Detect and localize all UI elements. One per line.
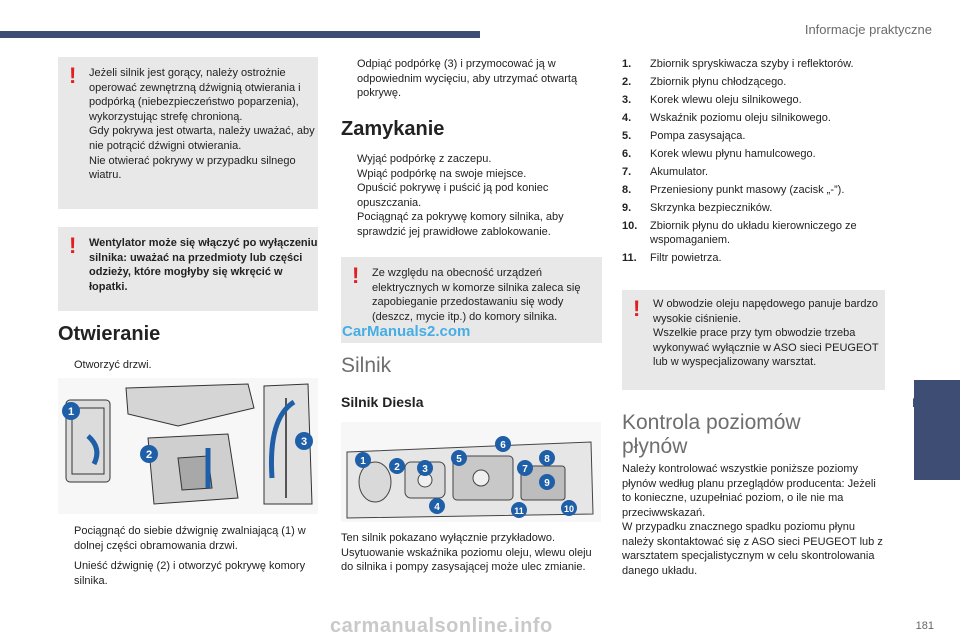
list-item: 2. Zbiornik płynu chłodzącego. [622, 76, 787, 88]
section-title-opening: Otwieranie [58, 323, 161, 345]
callout-10 [561, 500, 577, 516]
list-item: 4. Wskaźnik poziomu oleju silnikowego. [622, 112, 831, 124]
chapter-number: 7 [909, 383, 952, 468]
list-item: Wpiąć podpórkę na swoje miejsce. [357, 167, 527, 180]
svg-text:9: 9 [544, 478, 550, 489]
closing-steps [341, 152, 601, 239]
list-item: Opuścić pokrywę i puścić ją pod koniec opuszczania. [357, 182, 549, 209]
section-title-fluid-levels: Kontrola poziomów płynów [622, 411, 801, 458]
callout-11 [511, 502, 527, 518]
svg-text:3: 3 [422, 464, 428, 475]
callout-3 [295, 432, 313, 450]
list-item: Pociągnąć do siebie dźwignię zwalniającą (1) w dolnej części obramowania drzwi. [74, 525, 306, 552]
svg-text:6: 6 [500, 440, 506, 451]
callout-2 [140, 445, 158, 463]
header-bar [0, 31, 480, 38]
section-title-engine: Silnik [341, 354, 392, 377]
list-item: Unieść dźwignię (2) i otworzyć pokrywę komory silnika. [74, 560, 306, 587]
engine-caption: Ten silnik pokazano wyłącznie przykładowo. Usytuowanie wskaźnika poziomu oleju, wlewu oleju do silnika i pompy zasysającej może ulec zmianie. [341, 532, 592, 573]
svg-text:1: 1 [360, 456, 366, 467]
list-item: Odpiąć podpórkę (3) i przymocować ją w odpowiednim wycięciu, aby utrzymać otwartą pokrywę. [357, 58, 578, 99]
callout-5 [451, 450, 467, 466]
warning-oil-pressure [622, 290, 885, 390]
svg-text:8: 8 [544, 454, 550, 465]
section-title-closing: Zamykanie [341, 118, 445, 140]
list-item: 6. Korek wlewu płynu hamulcowego. [622, 148, 816, 160]
list-item: 5. Pompa zasysająca. [622, 130, 746, 142]
list-item: 3. Korek wlewu oleju silnikowego. [622, 94, 802, 106]
list-item: 8. Przeniesiony punkt masowy (zacisk „-”). [622, 184, 845, 196]
svg-text:1: 1 [67, 406, 75, 418]
callout-9 [539, 474, 555, 490]
svg-text:2: 2 [145, 449, 153, 461]
list-item: 1. Zbiornik spryskiwacza szyby i reflektorów. [622, 58, 854, 70]
warning-icon: ! [352, 263, 360, 288]
warning-hot-engine [58, 57, 318, 209]
warning-fan-text: Wentylator może się włączyć po wyłączeniu silnika: uważać na przedmioty lub części odzieży, które mogłyby się wkręcić w łopatki. [89, 237, 318, 293]
opening-illustration [58, 378, 318, 514]
warning-fan [58, 227, 318, 311]
svg-text:7: 7 [522, 464, 528, 475]
svg-text:10: 10 [563, 504, 575, 514]
list-item: 11. Filtr powietrza. [622, 252, 722, 264]
svg-text:11: 11 [514, 506, 524, 516]
fluid-levels-text: Należy kontrolować wszystkie poniższe poziomy płynów według planu przeglądów producenta: Jeżeli to konieczne, uzupełniać poziom, o ile nie ma przeciwwskazań. W przypadku znacznego spadku poziomu płynu należy skontaktować się z ASO sieci PEUGEOT lub z warsztatem specjalistycznym w celu skontrolowania danego układu. [622, 463, 883, 577]
callout-2 [389, 458, 405, 474]
callout-8 [539, 450, 555, 466]
list-item: 9. Skrzynka bezpieczników. [622, 202, 773, 214]
list-item: Otworzyć drzwi. [74, 359, 152, 371]
section-subtitle-diesel: Silnik Diesla [341, 394, 424, 410]
opening-step1 [58, 358, 313, 375]
list-item: Wyjąć podpórkę z zaczepu. [357, 153, 492, 165]
list-item: Pociągnąć za pokrywę komory silnika, aby sprawdzić jej prawidłowe zablokowanie. [357, 211, 564, 238]
svg-text:5: 5 [456, 454, 462, 465]
chapter-title: Informacje praktyczne [804, 22, 932, 37]
warning-oil-pressure-text: W obwodzie oleju napędowego panuje bardzo wysokie ciśnienie. Wszelkie prace przy tym obwodzie trzeba wykonywać wyłącznie w ASO sieci PEUGEOT lub w wyspecjalizowany warsztat. [653, 298, 879, 369]
watermark: carmanualsonline.info [330, 615, 553, 637]
opening-step4 [341, 57, 599, 103]
svg-text:3: 3 [300, 436, 308, 448]
svg-text:4: 4 [434, 502, 440, 513]
warning-electrical-text: Ze względu na obecność urządzeń elektrycznych w komorze silnika zaleca się zapobieganie przedostawaniu się wody (deszcz, mycie itp.) do komory silnika. [372, 267, 581, 323]
warning-icon: ! [69, 63, 77, 88]
callout-7 [517, 460, 533, 476]
callout-1 [62, 402, 80, 420]
callout-6 [495, 436, 511, 452]
warning-icon: ! [633, 296, 641, 321]
page-number: 181 [915, 620, 934, 632]
svg-text:2: 2 [394, 462, 400, 473]
watermark-carmanuals2: CarManuals2.com [342, 323, 471, 340]
list-item: 7. Akumulator. [622, 166, 709, 178]
callout-1 [355, 452, 371, 468]
engine-illustration [341, 422, 601, 522]
list-item: 10. Zbiornik płynu do układu kierowniczego ze wspomaganiem. [622, 220, 857, 246]
callout-4 [429, 498, 445, 514]
engine-bay-drawing [347, 442, 593, 518]
callout-3 [417, 460, 433, 476]
warning-icon: ! [69, 233, 77, 258]
engine-components-list [622, 57, 892, 269]
warning-hot-engine-text: Jeżeli silnik jest gorący, należy ostrożnie operować zewnętrzną dźwignią otwierania i podpórką (niebezpieczeństwo poparzenia), wykorzystując strefę chronioną. Gdy pokrywa jest otwarta, należy uważać, aby nie potrącić dźwigni otwierania. Nie otwierać pokrywy w przypadku silnego wiatru. [89, 67, 315, 182]
opening-steps-2-3 [58, 524, 313, 590]
